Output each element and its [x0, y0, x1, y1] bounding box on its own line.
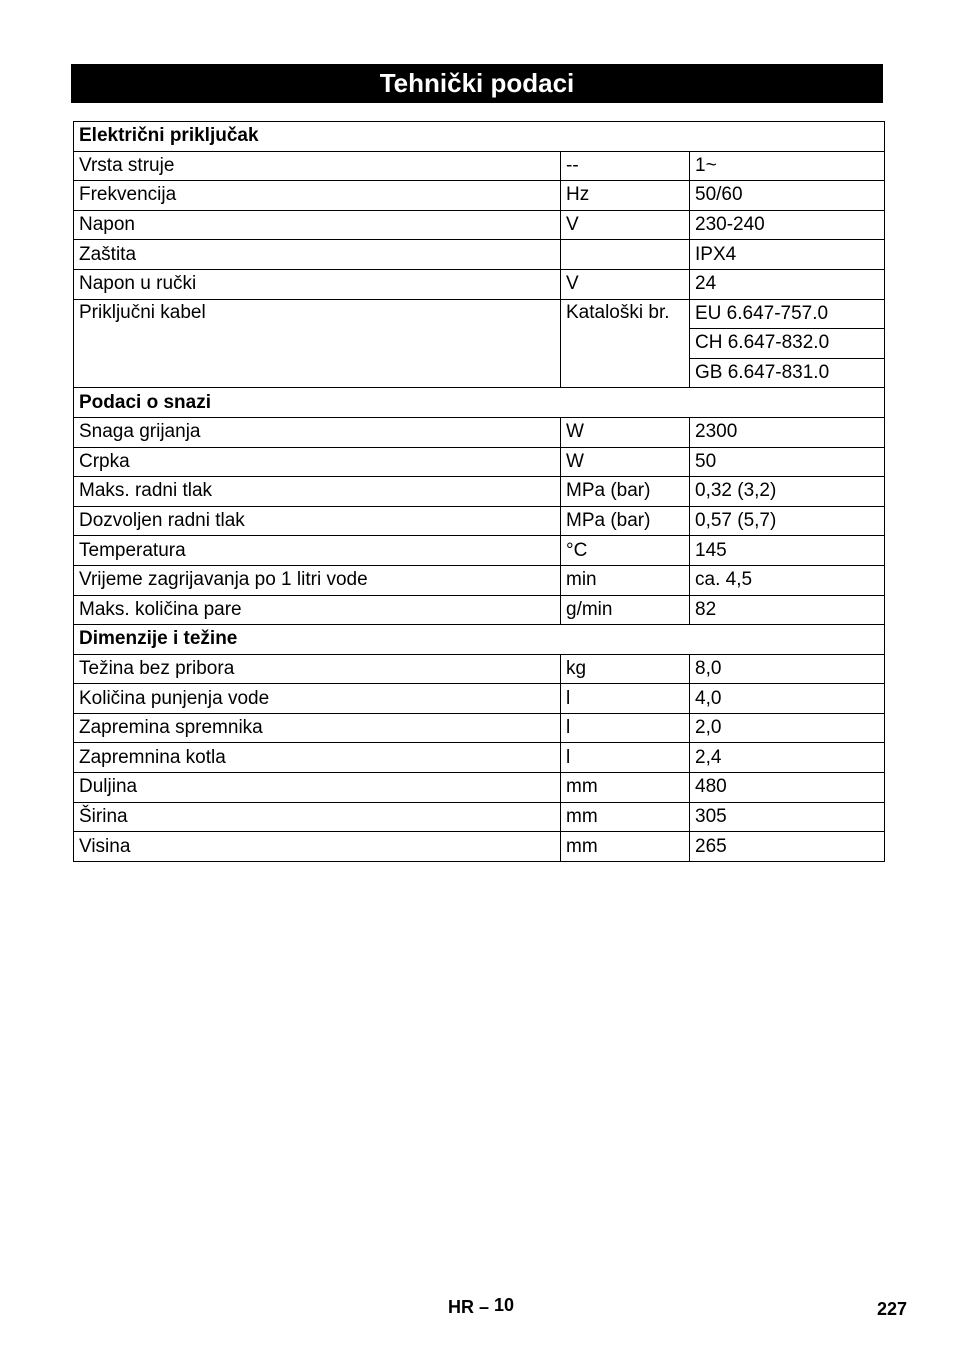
footer-section-page: 10 — [494, 1295, 515, 1315]
row-label: Snaga grijanja — [74, 417, 561, 447]
row-unit: V — [561, 269, 690, 299]
row-value: 8,0 — [690, 654, 885, 684]
row-value: 0,57 (5,7) — [690, 506, 885, 536]
row-value: 50/60 — [690, 181, 885, 211]
row-unit: Kataloški br. — [561, 299, 690, 388]
row-unit: mm — [561, 773, 690, 803]
row-unit: l — [561, 684, 690, 714]
page-title: Tehnički podaci — [71, 64, 883, 103]
row-unit: kg — [561, 654, 690, 684]
row-unit: l — [561, 713, 690, 743]
row-value: 265 — [690, 832, 885, 862]
table-row — [74, 151, 885, 181]
row-unit: min — [561, 565, 690, 595]
table-row — [74, 417, 885, 447]
table-row — [74, 654, 885, 684]
row-label: Vrijeme zagrijavanja po 1 litri vode — [74, 565, 561, 595]
table-row — [74, 684, 885, 714]
row-value: CH 6.647-832.0 — [690, 329, 885, 359]
row-value: 4,0 — [690, 684, 885, 714]
row-value: 2,0 — [690, 713, 885, 743]
table-row — [74, 565, 885, 595]
row-label: Širina — [74, 802, 561, 832]
row-label: Visina — [74, 832, 561, 862]
row-label: Zaštita — [74, 240, 561, 270]
footer-lang: HR – — [448, 1297, 490, 1317]
row-unit: V — [561, 210, 690, 240]
row-label: Količina punjenja vode — [74, 684, 561, 714]
row-label: Crpka — [74, 447, 561, 477]
table-row — [74, 269, 885, 299]
row-unit: g/min — [561, 595, 690, 625]
row-label: Vrsta struje — [74, 151, 561, 181]
row-value: 1~ — [690, 151, 885, 181]
row-unit: mm — [561, 832, 690, 862]
row-label: Zapremnina kotla — [74, 743, 561, 773]
row-label: Duljina — [74, 773, 561, 803]
row-label: Težina bez pribora — [74, 654, 561, 684]
spec-table — [73, 121, 885, 862]
row-value: ca. 4,5 — [690, 565, 885, 595]
table-row — [74, 595, 885, 625]
row-label: Zapremina spremnika — [74, 713, 561, 743]
section-header-row — [74, 388, 885, 418]
section-header-row — [74, 625, 885, 655]
row-unit: -- — [561, 151, 690, 181]
row-value: 305 — [690, 802, 885, 832]
table-row — [74, 299, 885, 329]
section-header-row — [74, 122, 885, 152]
row-unit: °C — [561, 536, 690, 566]
table-row — [74, 802, 885, 832]
table-row — [74, 773, 885, 803]
row-unit: l — [561, 743, 690, 773]
row-value: GB 6.647-831.0 — [690, 358, 885, 388]
table-row — [74, 477, 885, 507]
row-unit: W — [561, 417, 690, 447]
row-value: 2300 — [690, 417, 885, 447]
row-label: Frekvencija — [74, 181, 561, 211]
row-label: Napon u ručki — [74, 269, 561, 299]
row-label: Napon — [74, 210, 561, 240]
table-row — [74, 832, 885, 862]
page-number: 227 — [877, 1299, 908, 1319]
table-row — [74, 240, 885, 270]
table-row — [74, 506, 885, 536]
row-unit: Hz — [561, 181, 690, 211]
section-heading-dimensions: Dimenzije i težine — [74, 625, 885, 655]
row-label: Dozvoljen radni tlak — [74, 506, 561, 536]
row-value: 50 — [690, 447, 885, 477]
row-value: 24 — [690, 269, 885, 299]
row-unit: MPa (bar) — [561, 506, 690, 536]
row-value: 82 — [690, 595, 885, 625]
row-value: 480 — [690, 773, 885, 803]
row-unit: W — [561, 447, 690, 477]
row-unit: MPa (bar) — [561, 477, 690, 507]
table-row — [74, 447, 885, 477]
section-heading-power: Podaci o snazi — [74, 388, 885, 418]
table-row — [74, 536, 885, 566]
row-value: IPX4 — [690, 240, 885, 270]
row-value: EU 6.647-757.0 — [690, 299, 885, 329]
row-value: 0,32 (3,2) — [690, 477, 885, 507]
footer-section-label — [448, 1297, 514, 1318]
table-row — [74, 210, 885, 240]
row-value: 230-240 — [690, 210, 885, 240]
row-label: Maks. radni tlak — [74, 477, 561, 507]
table-row — [74, 743, 885, 773]
table-row — [74, 713, 885, 743]
row-unit: mm — [561, 802, 690, 832]
row-label: Temperatura — [74, 536, 561, 566]
table-row — [74, 181, 885, 211]
row-label: Maks. količina pare — [74, 595, 561, 625]
row-unit — [561, 240, 690, 270]
row-label: Priključni kabel — [74, 299, 561, 388]
row-value: 2,4 — [690, 743, 885, 773]
row-value: 145 — [690, 536, 885, 566]
section-heading-electrical: Električni priključak — [74, 122, 885, 152]
